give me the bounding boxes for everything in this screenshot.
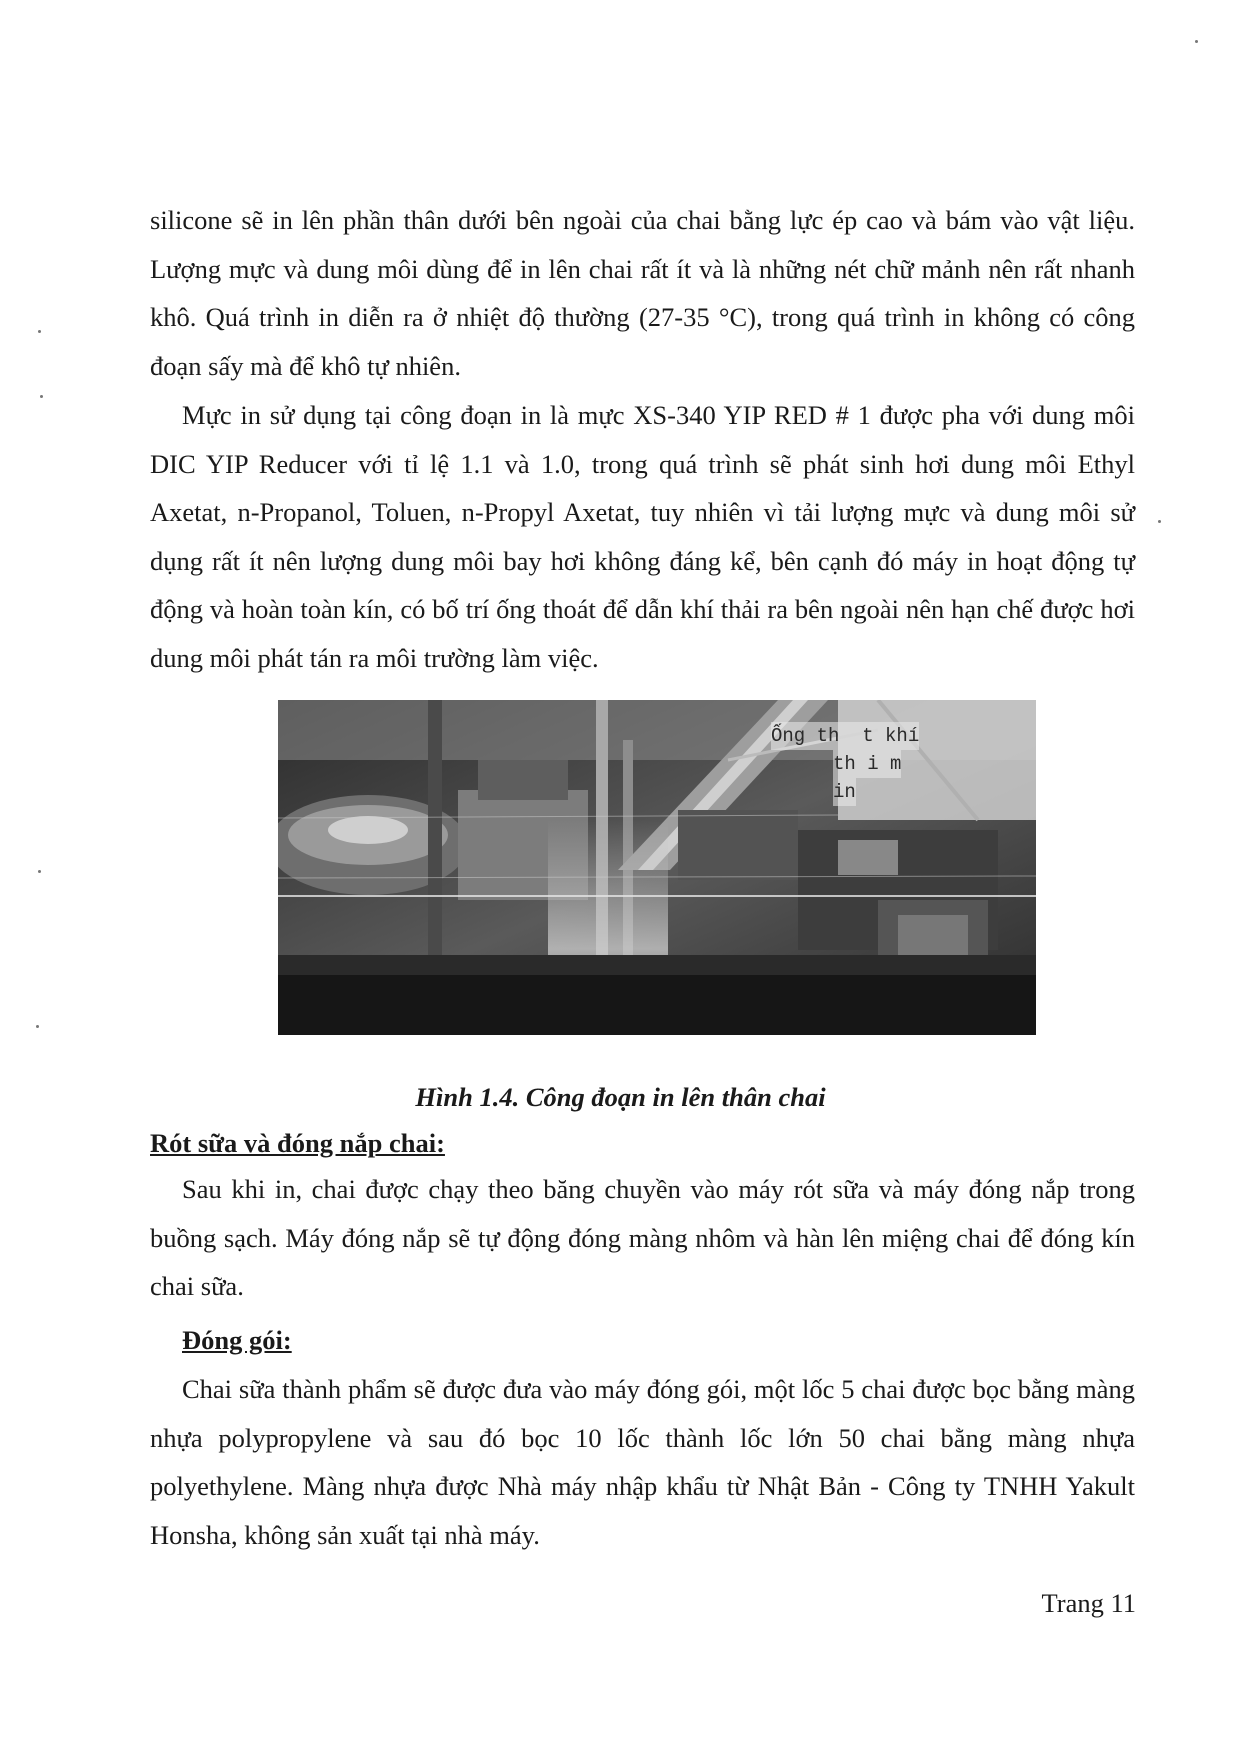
figure-label-line-2: th i m (833, 750, 901, 778)
figure-label-line-1: Ống th t khí (771, 722, 919, 750)
machine-photo-illustration (278, 700, 1036, 1035)
figure-caption: Hình 1.4. Công đoạn in lên thân chai (415, 1082, 826, 1112)
scan-speck (38, 330, 41, 333)
figure-printing-machine-photo (278, 700, 1036, 1035)
scan-speck (1195, 40, 1198, 43)
paragraph-packaging: Chai sữa thành phẩm sẽ được đưa vào máy đóng gói, một lốc 5 chai được bọc bằng màng nhựa polypropylene và sau đó bọc 10 lốc thành lốc lớn 50 chai bằng màng nhựa polyethylene. Màng nhựa được Nhà máy nhập khẩu từ Nhật Bản - Công ty TNHH Yakult Honsha, không sản xuất tại nhà máy. (150, 1374, 1135, 1550)
paragraph-printing-process: silicone sẽ in lên phần thân dưới bên ngoài của chai bằng lực ép cao và bám vào vật liệu. Lượng mực và dung môi dùng để in lên chai rất ít và là những nét chữ mảnh nên rất nhanh khô. Quá trình in diễn ra ở nhiệt độ thường (27-35 °C), trong quá trình in không có công đoạn sấy mà để khô tự nhiên. (150, 205, 1135, 381)
paragraph-filling-capping: Sau khi in, chai được chạy theo băng chuyền vào máy rót sữa và máy đóng nắp trong buồng sạch. Máy đóng nắp sẽ tự động đóng màng nhôm và hàn lên miệng chai để đóng kín chai sữa. (150, 1174, 1135, 1301)
heading-dong-goi: Đóng gói: (182, 1325, 292, 1355)
scan-speck (40, 395, 43, 398)
scan-speck (1158, 520, 1161, 523)
heading-rot-sua: Rót sữa và đóng nắp chai: (150, 1128, 445, 1158)
figure-label-line-3: in (833, 778, 856, 806)
paragraph-ink-solvent: Mực in sử dụng tại công đoạn in là mực XS-340 YIP RED # 1 được pha với dung môi DIC YIP Reducer với tỉ lệ 1.1 và 1.0, trong quá trình sẽ phát sinh hơi dung môi Ethyl Axetat, n-Propanol, Toluen, n-Propyl Axetat, tuy nhiên vì tải lượng mực và dung môi sử dụng rất ít nên lượng dung môi bay hơi không đáng kể, bên cạnh đó máy in hoạt động tự động và hoàn toàn kín, có bố trí ống thoát để dẫn khí thải ra bên ngoài nên hạn chế được hơi dung môi phát tán ra môi trường làm việc. (150, 400, 1135, 673)
scan-speck (38, 870, 41, 873)
page-number: Trang 11 (1041, 1588, 1136, 1618)
scan-speck (36, 1025, 39, 1028)
